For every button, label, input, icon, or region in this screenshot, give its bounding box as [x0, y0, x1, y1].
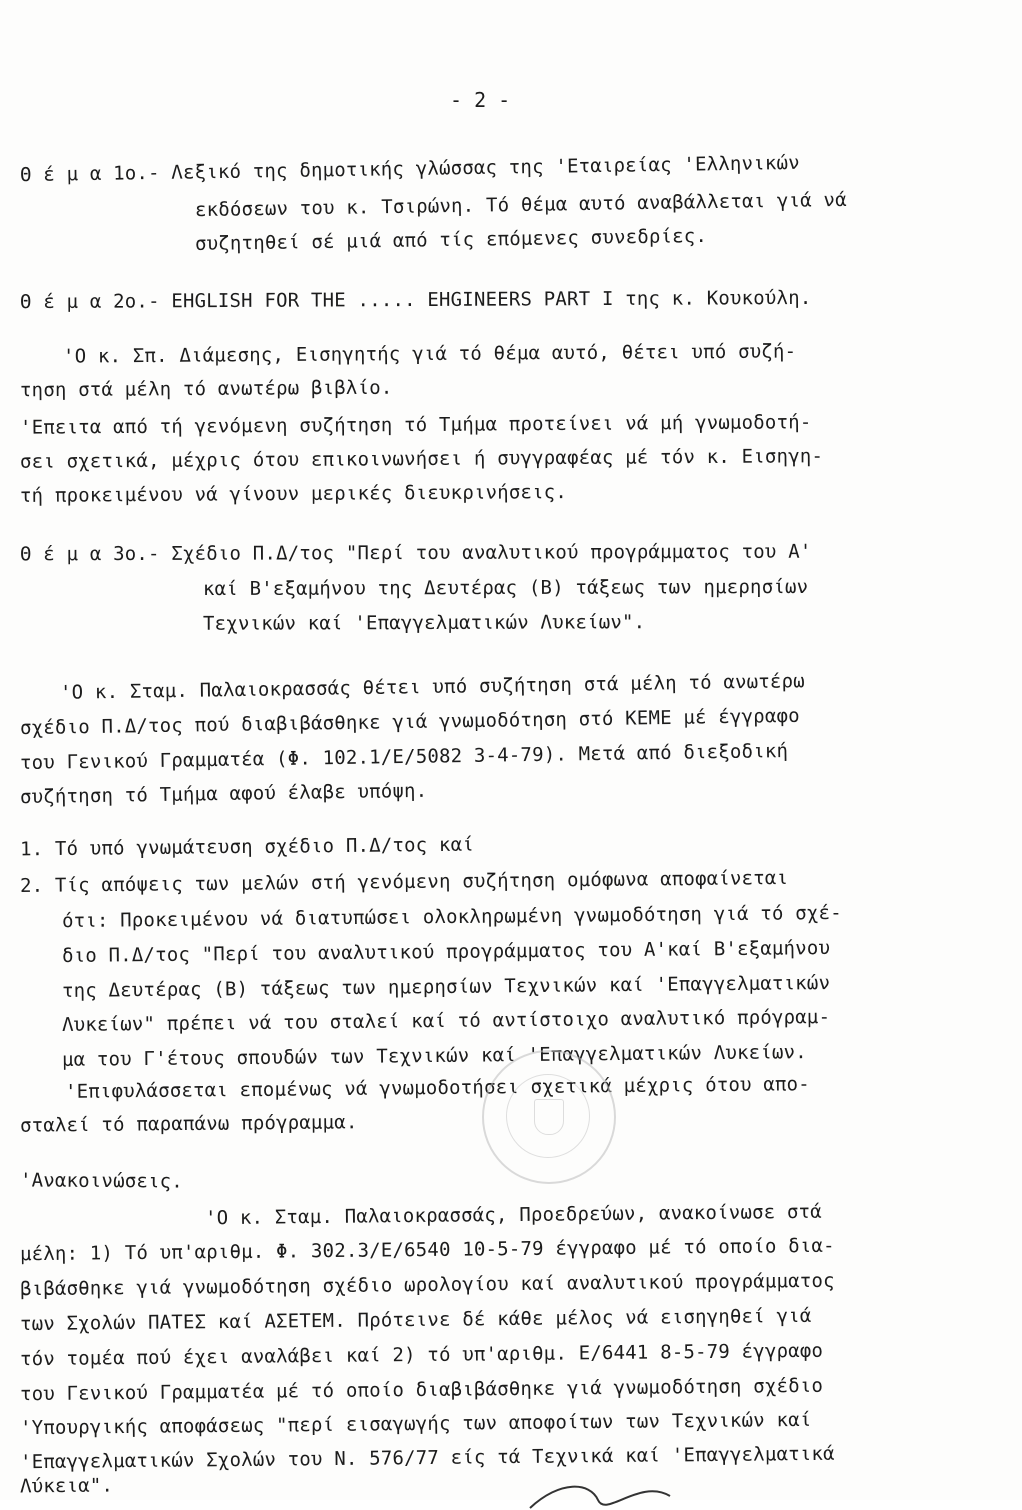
- announcements-line-1: 'Ο κ. Σταμ. Παλαιοκρασσάς, Προεδρεύων, ανακοίνωσε στά: [204, 1200, 822, 1230]
- theme-2-para-line-3: 'Επειτα από τή γενόμενη συζήτηση τό Τμήμα προτείνει νά μή γνωμοδοτή-: [19, 411, 812, 439]
- theme-3-para-line-4: συζήτηση τό Τμήμα αφού έλαβε υπόψη.: [19, 779, 428, 809]
- reservation-line-1: 'Επιφυλάσσεται επομένως νά γνωμοδοτήσει σχετικά μέχρις ότου απο-: [64, 1073, 811, 1103]
- announcements-line-3: βιβάσθηκε γιά γνωμοδότηση σχέδιο ωρολογίου καί αναλυτικού προγράμματος: [19, 1269, 835, 1301]
- theme-3-para-line-1: 'Ο κ. Σταμ. Παλαιοκρασσάς θέτει υπό συζήτηση στά μέλη τό ανωτέρω: [59, 670, 806, 704]
- announcements-line-6: του Γενικού Γραμματέα μέ τό οποίο διαβιβάσθηκε γιά γνωμοδότηση σχέδιο: [19, 1374, 824, 1406]
- official-seal: [482, 1050, 616, 1184]
- signature-stroke: [520, 1470, 680, 1510]
- theme-3-title-line-2: καί Β'εξαμήνου της Δευτέρας (Β) τάξεως των ημερησίων: [202, 575, 809, 601]
- announcements-heading: 'Ανακοινώσεις.: [19, 1169, 184, 1193]
- list-item-2-line-4: της Δευτέρας (Β) τάξεως των ημερησίων Τεχνικών καί 'Επαγγελματικών: [61, 971, 831, 1003]
- theme-3-title-line-3: Τεχνικών καί 'Επαγγελματικών Λυκείων".: [202, 611, 646, 635]
- list-item-2-line-6: μα του Γ'έτους σπουδών των Τεχνικών καί 'Επαγγελματικών Λυκείων.: [61, 1041, 808, 1071]
- page-number: - 2 -: [450, 88, 511, 112]
- theme-2-para-line-4: σει σχετικά, μέχρις ότου επικοινωνήσει ή συγγραφέας μέ τόν κ. Εισηγη-: [19, 445, 824, 473]
- theme-1-line-2: εκδόσεων του κ. Τσιρώνη. Τό θέμα αυτό αναβάλλεται γιά νά: [194, 188, 847, 222]
- list-item-1: 1. Τό υπό γνωμάτευση σχέδιο Π.Δ/τος καί: [19, 833, 475, 861]
- theme-1-line-3: συζητηθεί σέ μιά από τίς επόμενες συνεδρίες.: [194, 224, 708, 256]
- theme-3-para-line-2: σχέδιο Π.Δ/τος πού διαβιβάσθηκε γιά γνωμοδότηση στό ΚΕΜΕ μέ έγγραφο: [19, 704, 800, 740]
- announcements-line-9: Λύκεια".: [19, 1474, 114, 1498]
- list-item-2-line-1: 2. Τίς απόψεις των μελών στή γενόμενη συζήτηση ομόφωνα αποφαίνεται: [19, 866, 789, 898]
- list-item-2-line-5: Λυκείων" πρέπει νά του σταλεί καί τό αντίστοιχο αναλυτικό πρόγραμ-: [61, 1005, 831, 1037]
- announcements-line-7: 'Υπουργικής αποφάσεως "περί εισαγωγής των αποφοίτων των Τεχνικών καί: [19, 1408, 812, 1440]
- announcements-line-2: μέλη: 1) Τό υπ'αριθμ. Φ. 302.3/Ε/6540 10-5-79 έγγραφο μέ τό οποίο δια-: [19, 1234, 835, 1266]
- announcements-line-4: των Σχολών ΠΑΤΕΣ καί ΑΣΕΤΕΜ. Πρότεινε δέ κάθε μέλος νά εισηγηθεί γιά: [19, 1304, 812, 1336]
- theme-3-para-line-3: του Γενικού Γραμματέα (Φ. 102.1/Ε/5082 3-4-79). Μετά από διεξοδική: [19, 739, 789, 775]
- theme-3-title-line-1: Θ έ μ α 3ο.- Σχέδιο Π.Δ/τος "Περί του αναλυτικού προγράμματος του Α': [19, 540, 812, 566]
- seal-crest-icon: [534, 1099, 564, 1135]
- theme-2-title: Θ έ μ α 2ο.- EHGLISH FOR THE ..... EHGINEERS PART I της κ. Κουκούλη.: [19, 286, 812, 314]
- theme-2-para-line-5: τή προκειμένου νά γίνουν μερικές διευκρινήσεις.: [19, 481, 568, 507]
- theme-2-para-line-1: 'Ο κ. Σπ. Διάμεσης, Εισηγητής γιά τό θέμα αυτό, θέτει υπό συζή-: [62, 340, 797, 368]
- reservation-line-2: σταλεί τό παραπάνω πρόγραμμα.: [19, 1111, 358, 1137]
- theme-2-para-line-2: τηση στά μέλη τό ανωτέρω βιβλίο.: [19, 376, 393, 402]
- announcements-line-5: τόν τομέα πού έχει αναλάβει καί 2) τό υπ'αριθμ. Ε/6441 8-5-79 έγγραφο: [19, 1339, 824, 1371]
- list-item-2-line-3: διο Π.Δ/τος "Περί του αναλυτικού προγράμματος του Α'καί Β'εξαμήνου: [61, 936, 831, 968]
- theme-1-line-1: Θ έ μ α 1ο.- Λεξικό της δημοτικής γλώσσας της 'Εταιρείας 'Ελληνικών: [19, 151, 800, 187]
- announcements-line-8: 'Επαγγελματικών Σχολών του Ν. 576/77 είς τά Τεχνικά καί 'Επαγγελματικά: [19, 1442, 835, 1474]
- list-item-2-line-2: ότι: Προκειμένου νά διατυπώσει ολοκληρωμένη γνωμοδότηση γιά τό σχέ-: [61, 901, 842, 933]
